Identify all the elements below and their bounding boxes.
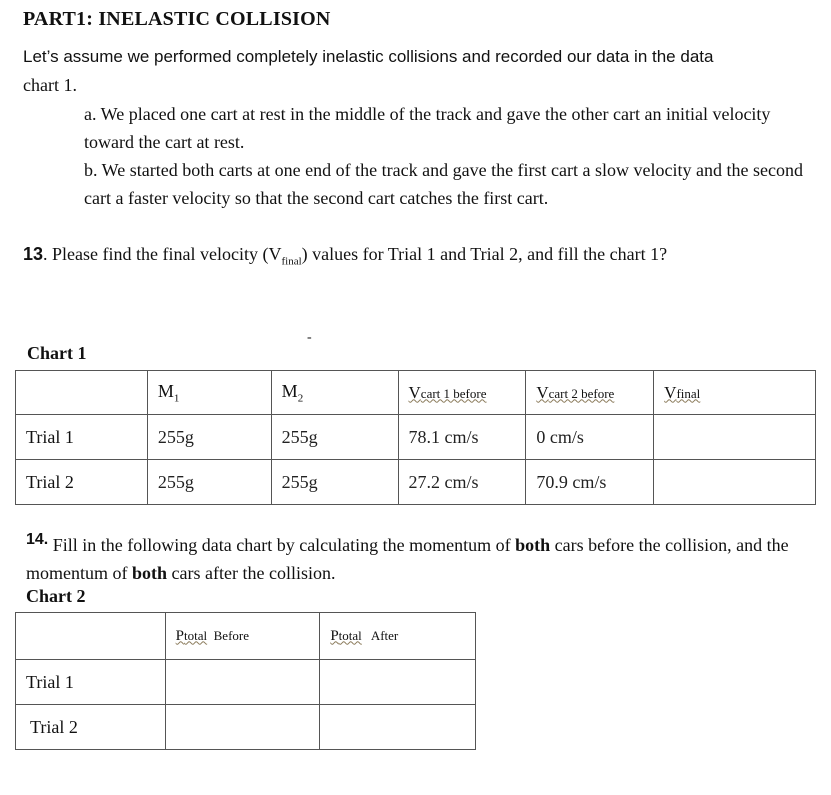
chart-2-header-after: Ptotal After (320, 613, 476, 660)
mass-1-cell: 255g (147, 460, 271, 505)
chart-2-header-blank (16, 613, 166, 660)
momentum-after-cell[interactable] (320, 705, 476, 750)
intro-line-2: chart 1. (23, 75, 77, 95)
chart-2-header-row (16, 613, 476, 660)
momentum-before-cell[interactable] (165, 660, 320, 705)
chart-1-header-m2: $M_2$ (271, 371, 398, 415)
chart-2-row-trial-1 (16, 660, 476, 705)
step-b: b. We started both carts at one end of the track and gave the first cart a slow velocity and the second cart a faster velocity so that the second cart catches the first cart. (84, 160, 803, 208)
intro-line-1: Let’s assume we performed completely inelastic collisions and recorded our data in the data (23, 47, 714, 66)
chart-1-header-row (16, 371, 816, 415)
chart-1-header-m1: $M_1$ (147, 371, 271, 415)
mass-2-cell: 255g (271, 460, 398, 505)
question-13-text-after: ) values for Trial 1 and Trial 2, and fill the chart 1? (301, 244, 668, 264)
question-13 (23, 244, 667, 268)
chart-1-row-trial-1 (16, 415, 816, 460)
velocity-cart-2-cell: 70.9 cm/s (526, 460, 654, 505)
trial-label: Trial 2 (16, 705, 166, 750)
chart-1-header-vfinal: Vfinal (654, 371, 816, 415)
chart-2-table (15, 612, 476, 750)
chart-1-row-trial-2 (16, 460, 816, 505)
chart-2-row-trial-2 (16, 705, 476, 750)
procedure-steps (84, 100, 814, 212)
question-14: 14. Fill in the following data chart by calculating the momentum of both cars before the collision, and the momentum of both cars after the collision. (26, 531, 789, 583)
question-13-subscript: final (281, 255, 302, 268)
momentum-after-cell[interactable] (320, 660, 476, 705)
chart-2-caption: Chart 2 (26, 586, 86, 606)
velocity-cart-1-cell: 27.2 cm/s (398, 460, 526, 505)
question-14-number: 14. (26, 531, 49, 548)
chart-1-table (15, 370, 816, 505)
stray-mark: - (307, 330, 312, 345)
mass-2-cell: 255g (271, 415, 398, 460)
trial-label: Trial 2 (16, 460, 148, 505)
velocity-final-cell[interactable] (654, 415, 816, 460)
chart-1-header-vcart2: Vcart 2 before (526, 371, 654, 415)
mass-1-cell: 255g (147, 415, 271, 460)
intro-paragraph (23, 43, 813, 99)
momentum-before-cell[interactable] (165, 705, 320, 750)
velocity-cart-1-cell: 78.1 cm/s (398, 415, 526, 460)
question-13-number: 13 (23, 244, 44, 264)
chart-1-caption: Chart 1 (27, 343, 87, 363)
part-title: PART1: INELASTIC COLLISION (23, 8, 331, 30)
velocity-cart-2-cell: 0 cm/s (526, 415, 654, 460)
chart-1-header-vcart1: Vcart 1 before (398, 371, 526, 415)
step-a: a. We placed one cart at rest in the middle of the track and gave the other cart an initial velocity toward the cart at rest. (84, 104, 771, 152)
chart-1-header-blank (16, 371, 148, 415)
trial-label: Trial 1 (16, 415, 148, 460)
velocity-final-cell[interactable] (654, 460, 816, 505)
chart-2-header-before: Ptotal Before (165, 613, 320, 660)
trial-label: Trial 1 (16, 660, 166, 705)
question-13-text-before: . Please find the final velocity (V (43, 244, 282, 264)
